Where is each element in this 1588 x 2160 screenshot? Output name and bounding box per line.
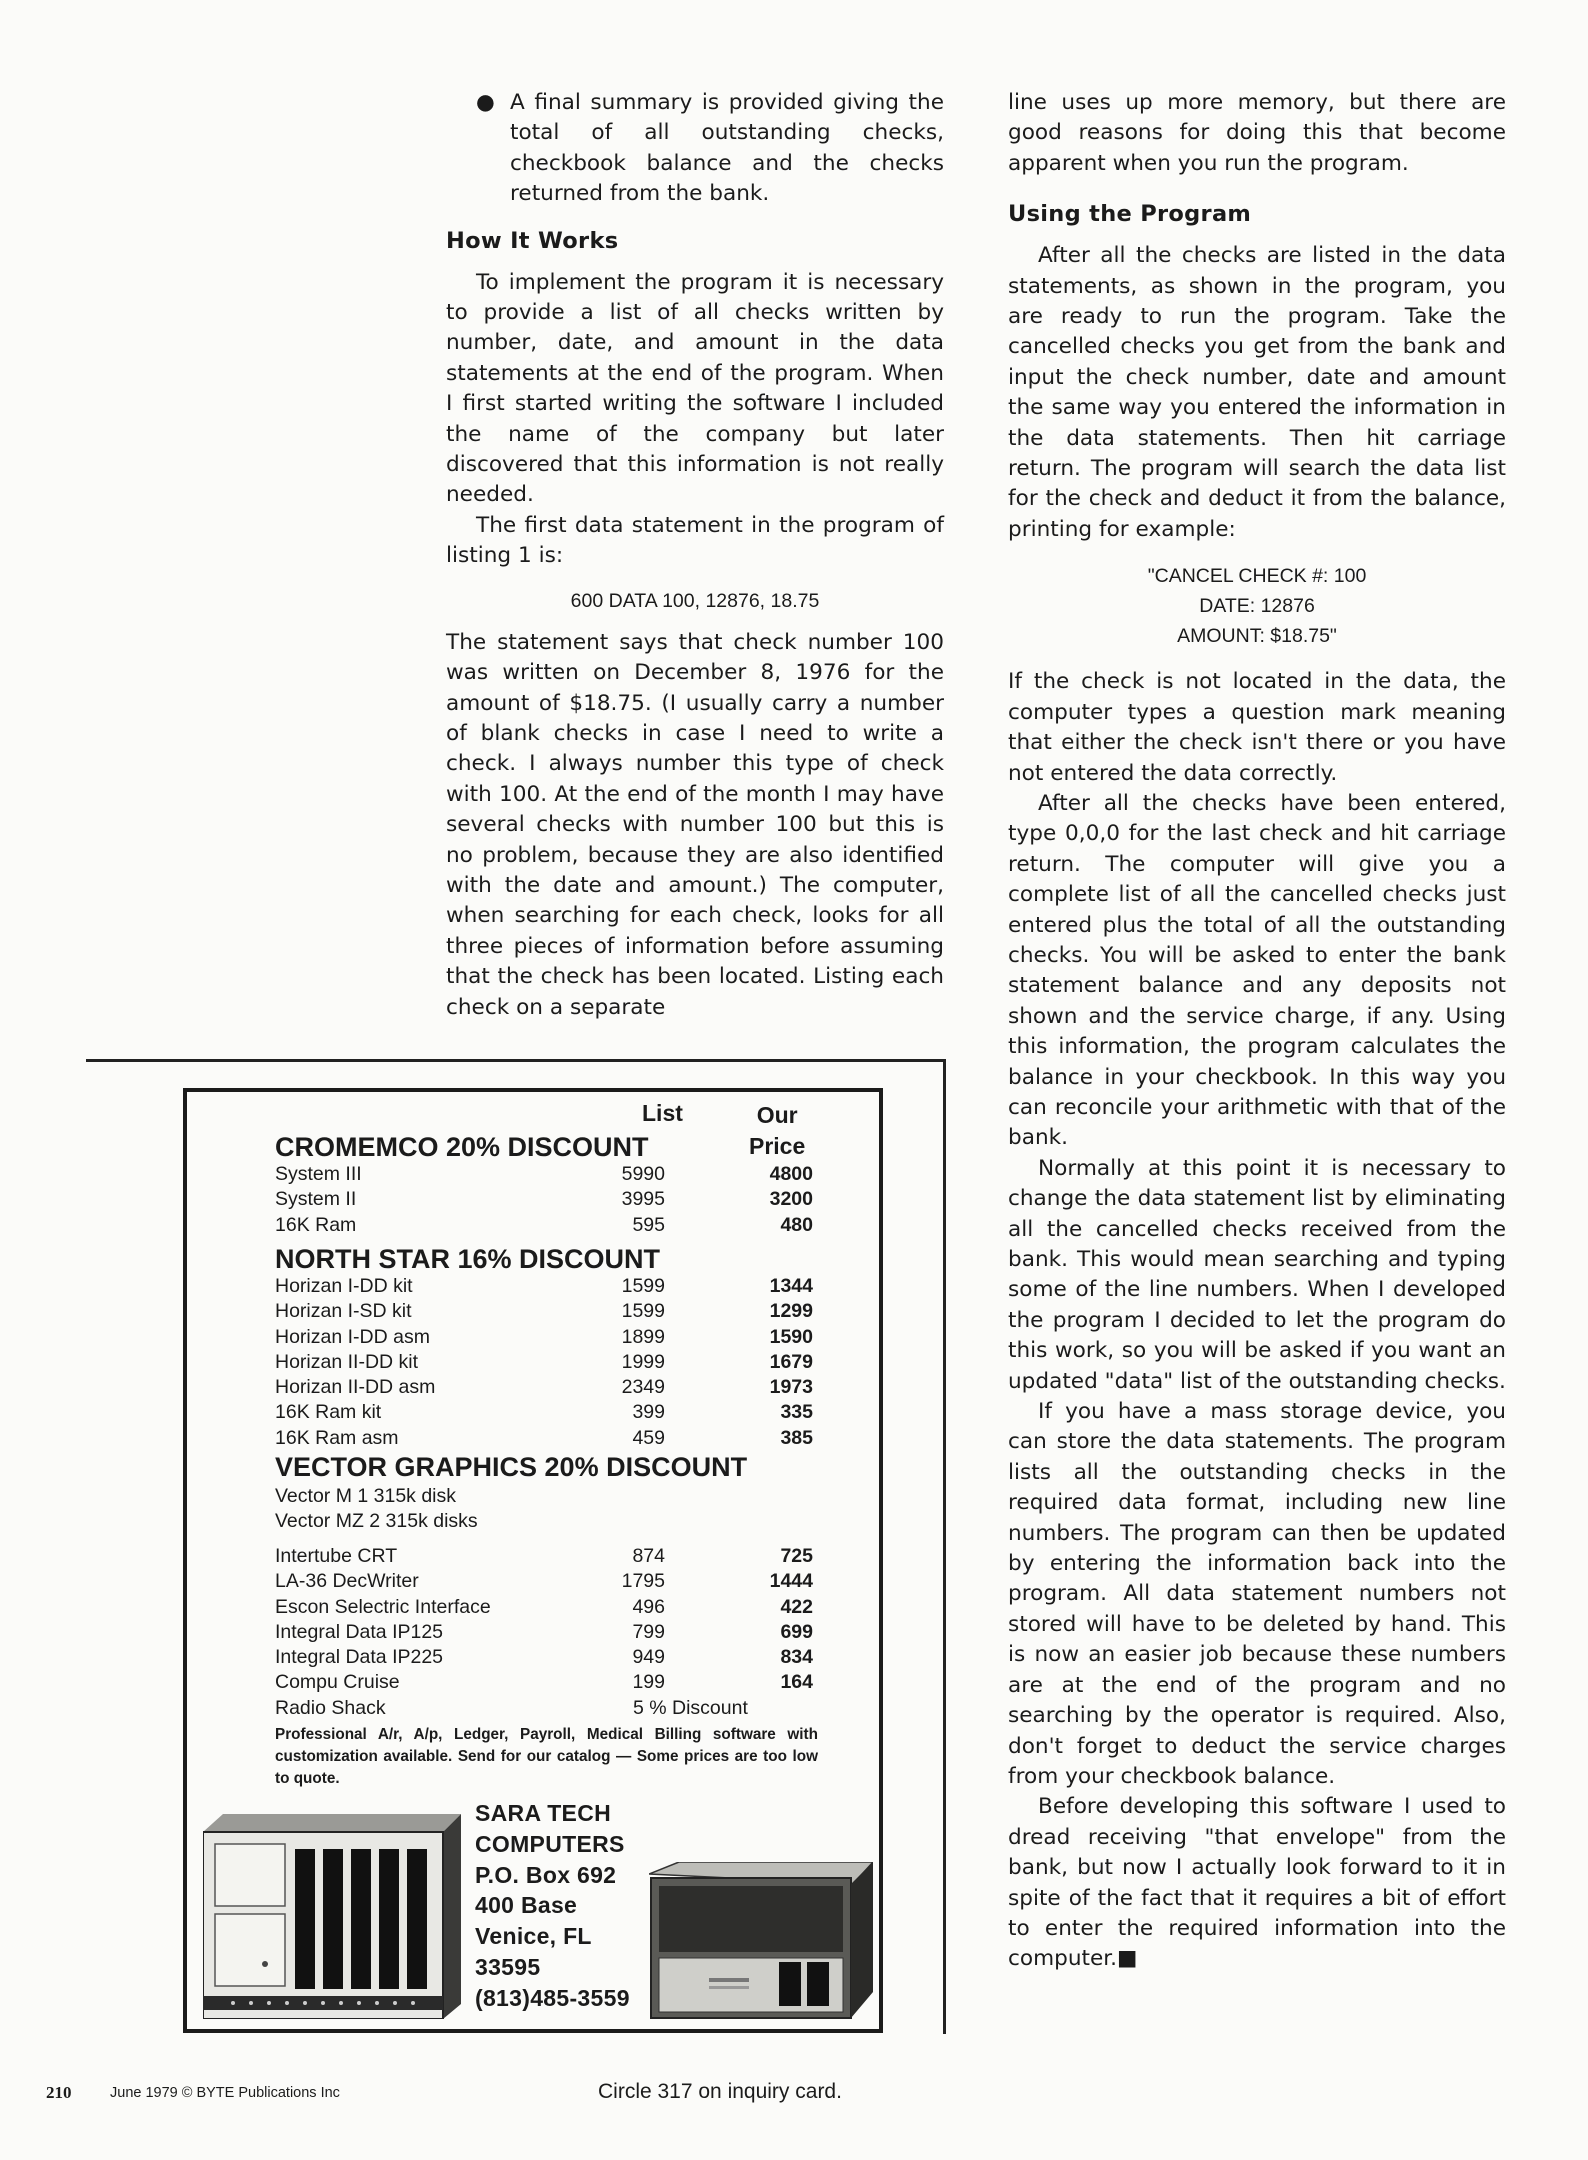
- list-price: 199: [632, 1671, 665, 1694]
- list-price: 1899: [621, 1325, 665, 1348]
- sara-tech-advertisement: [183, 1088, 883, 2033]
- article-right-column: [1008, 88, 1506, 1975]
- table-row: [275, 1569, 875, 1594]
- northstar-heading: NORTH STAR 16% DISCOUNT: [275, 1244, 661, 1274]
- vector-graphics-list: [275, 1484, 875, 1535]
- example-output: [1008, 561, 1506, 651]
- list-price: 949: [632, 1646, 665, 1669]
- our-price: 335: [780, 1401, 813, 1424]
- address-line: 400 Base: [475, 1892, 578, 1919]
- list-price: 799: [632, 1620, 665, 1643]
- paragraph: After all the checks are listed in the data statements, as shown in the program, you are ready to run the program. Take the cancelled checks you get from the bank and input the check number, date and amount the same way you entered the information in the data statements. Then hit carriage return. The program will search the data list for the check and deduct it from the balance, printing for example:: [1008, 243, 1506, 542]
- product-name: Integral Data IP125: [275, 1620, 444, 1643]
- our-price: 834: [780, 1646, 813, 1669]
- table-row: [275, 1400, 875, 1425]
- paragraph: If the check is not located in the data, the computer types a question mark meaning that either the check isn't there or you have not entered the data correctly.: [1008, 669, 1506, 786]
- paragraph: After all the checks have been entered, type 0,0,0 for the last check and hit carriage return. The computer will give you a complete list of all the cancelled checks just entered plus the total of all the outstanding checks. You will be asked to enter the bank statement balance and any deposits not shown and the service charge, if any. Using this information, the program calculates the balance in your checkbook. In this way you can reconcile your arithmetic with that of the bank.: [1008, 790, 1506, 1151]
- list-price: 3995: [621, 1188, 665, 1211]
- list-price: 2349: [621, 1376, 665, 1399]
- northstar-price-list: [275, 1274, 875, 1451]
- list-price: 399: [632, 1401, 665, 1424]
- product-name: Compu Cruise: [275, 1671, 400, 1694]
- address-line: SARA TECH: [475, 1800, 612, 1826]
- table-row: [275, 1595, 875, 1620]
- product-name: Vector MZ 2 315k disks: [275, 1510, 478, 1533]
- product-name: Escon Selectric Interface: [275, 1595, 491, 1618]
- table-row: [275, 1274, 875, 1299]
- table-row: [275, 1620, 875, 1645]
- list-price: 5990: [621, 1163, 665, 1185]
- product-name: Radio Shack: [275, 1697, 386, 1719]
- list-price: 874: [632, 1545, 665, 1567]
- table-row: [275, 1645, 875, 1670]
- product-name: Horizan II-DD kit: [275, 1350, 419, 1373]
- section-heading-how-it-works: How It Works: [446, 227, 619, 254]
- list-price-header: List: [642, 1100, 683, 1126]
- list-price: 459: [632, 1426, 665, 1449]
- product-name: 16K Ram kit: [275, 1401, 382, 1424]
- product-name: Horizan I-SD kit: [275, 1300, 412, 1323]
- product-name: LA-36 DecWriter: [275, 1570, 419, 1593]
- paragraph: The first data statement in the program of listing 1 is:: [446, 512, 944, 569]
- list-price: 1999: [621, 1350, 665, 1373]
- table-row: [275, 1484, 875, 1509]
- address-line: COMPUTERS: [475, 1830, 625, 1857]
- product-name: Vector M 1 315k disk: [275, 1485, 457, 1507]
- our-price: 1973: [769, 1376, 813, 1399]
- our-price: 1299: [769, 1300, 813, 1323]
- product-name: Horizan I-DD asm: [275, 1325, 430, 1348]
- page-number: 210: [46, 2083, 72, 2102]
- our-price: 385: [780, 1426, 813, 1449]
- table-row: [275, 1375, 875, 1400]
- radio-shack-row-wrap: [275, 1696, 875, 1721]
- price-header-line: Price: [749, 1133, 806, 1159]
- issue-date-line: June 1979 © BYTE Publications Inc: [110, 2085, 340, 2101]
- table-row: [275, 1350, 875, 1375]
- our-price: 1590: [769, 1325, 813, 1348]
- product-name: Horizan II-DD asm: [275, 1376, 436, 1399]
- table-row: [275, 1509, 875, 1534]
- table-row: [275, 1670, 875, 1695]
- product-name: 16K Ram: [275, 1213, 357, 1236]
- paragraph: The statement says that check number 100 was written on December 8, 1976 for the amount of $18.75. (I usually carry a number of blank checks in case I need to write a check. I always number this type of check with 100. At the end of the month I may have several checks with number 100 but this is no problem, because they are also identified with the date and amount.) The computer, when searching for each check, looks for all three pieces of information before assuming that the check has been located. Listing each check on a separate: [446, 629, 944, 1020]
- address-line: P.O. Box 692: [475, 1861, 617, 1888]
- list-price: 595: [632, 1213, 665, 1236]
- paragraph: line uses up more memory, but there are good reasons for doing this that become apparent when you run the program.: [1008, 90, 1506, 176]
- paragraph: [1008, 1792, 1506, 1974]
- our-price: 4800: [769, 1163, 813, 1185]
- ad-frame-top-rule: [86, 1059, 946, 1062]
- table-row: [275, 1544, 875, 1569]
- our-price: 725: [780, 1545, 813, 1567]
- product-name: Integral Data IP225: [275, 1646, 444, 1669]
- list-price: 1795: [621, 1570, 665, 1593]
- article-middle-column: [446, 88, 944, 1023]
- example-output-line: DATE: 12876: [1199, 595, 1315, 618]
- paragraph: Normally at this point it is necessary to change the data statement list by eliminating all the cancelled checks received from the bank. This would mean searching and typing some of the line numbers. When I developed the program I decided to let the program do this work, so you will be asked if you want an updated "data" list of the outstanding checks.: [1008, 1155, 1506, 1394]
- our-price: 164: [780, 1671, 813, 1694]
- table-row: [275, 1325, 875, 1350]
- our-header-line: Our: [756, 1102, 798, 1128]
- bullet-icon: ●: [476, 90, 495, 115]
- paragraph-text: Before developing this software I used to dread receiving "that envelope" from the bank, but now I actually look forward to it in spite of the fact that it requires a bit of effort to enter the required information into the computer.: [1008, 1794, 1506, 1972]
- cromemco-heading: CROMEMCO 20% DISCOUNT: [275, 1132, 649, 1162]
- inquiry-card-note: Circle 317 on inquiry card.: [598, 2080, 842, 2103]
- our-price-header: [749, 1100, 805, 1162]
- table-row: [275, 1696, 875, 1721]
- product-name: Horizan I-DD kit: [275, 1275, 413, 1297]
- disk-drive-unit-illustration: [649, 1862, 873, 2022]
- product-name: System II: [275, 1188, 357, 1211]
- product-name: System III: [275, 1163, 362, 1185]
- bullet-text: A final summary is provided giving the total of all outstanding checks, checkbook balance and the checks returned from the bank.: [510, 90, 944, 207]
- our-price: 1444: [769, 1570, 813, 1593]
- table-row: [275, 1426, 875, 1451]
- paragraph: If you have a mass storage device, you can store the data statements. The program lists all the outstanding checks in the required data format, including new line numbers. The program can then be updated by entering the information back into the program. All data statement numbers not stored will have to be deleted by hand. This is now an easier job because these numbers are at the end of the program and no searching by the operator is required. Also, don't forget to deduct the service charges from your checkbook balance.: [1008, 1399, 1506, 1789]
- company-address: [475, 1798, 630, 2014]
- product-name: Intertube CRT: [275, 1545, 398, 1567]
- table-row: [275, 1213, 875, 1238]
- address-line: Venice, FL: [475, 1923, 592, 1950]
- code-line: 600 DATA 100, 12876, 18.75: [570, 589, 820, 612]
- paragraph: To implement the program it is necessary to provide a list of all checks written by number, date, and amount in the data statements at the end of the program. When I first started writing the software I included the name of the company but later discovered that this information is not really needed.: [446, 269, 944, 508]
- our-price: 699: [780, 1620, 813, 1643]
- our-price: 1344: [769, 1275, 813, 1297]
- ad-frame-side-rule: [943, 1059, 946, 2034]
- computer-chassis-illustration: [203, 1814, 461, 2019]
- example-output-line: AMOUNT: $18.75": [1177, 625, 1337, 648]
- our-price: 480: [780, 1213, 813, 1236]
- list-price: 1599: [621, 1275, 665, 1297]
- our-price: 1679: [769, 1350, 813, 1373]
- table-row: [275, 1162, 875, 1187]
- end-mark-icon: ■: [1117, 1946, 1138, 1972]
- discount-note: 5 % Discount: [633, 1697, 748, 1719]
- our-price: 3200: [769, 1188, 813, 1211]
- list-price: 496: [632, 1595, 665, 1618]
- cromemco-price-list: [275, 1162, 875, 1238]
- bullet-item: [446, 88, 944, 210]
- our-price: 422: [780, 1595, 813, 1618]
- address-line: (813)485-3559: [475, 1984, 630, 2011]
- address-line: 33595: [475, 1953, 541, 1980]
- example-output-line: "CANCEL CHECK #: 100: [1147, 565, 1367, 588]
- table-row: [275, 1299, 875, 1324]
- fine-print: Professional A/r, A/p, Ledger, Payroll, Medical Billing software with customization available. Send for our catalog — Some prices are too low to quote.: [275, 1726, 818, 1787]
- section-heading-using-the-program: Using the Program: [1008, 201, 1252, 228]
- vector-graphics-heading: VECTOR GRAPHICS 20% DISCOUNT: [275, 1452, 748, 1482]
- table-row: [275, 1187, 875, 1212]
- list-price: 1599: [621, 1300, 665, 1323]
- product-name: 16K Ram asm: [275, 1426, 399, 1449]
- misc-price-list: [275, 1544, 875, 1696]
